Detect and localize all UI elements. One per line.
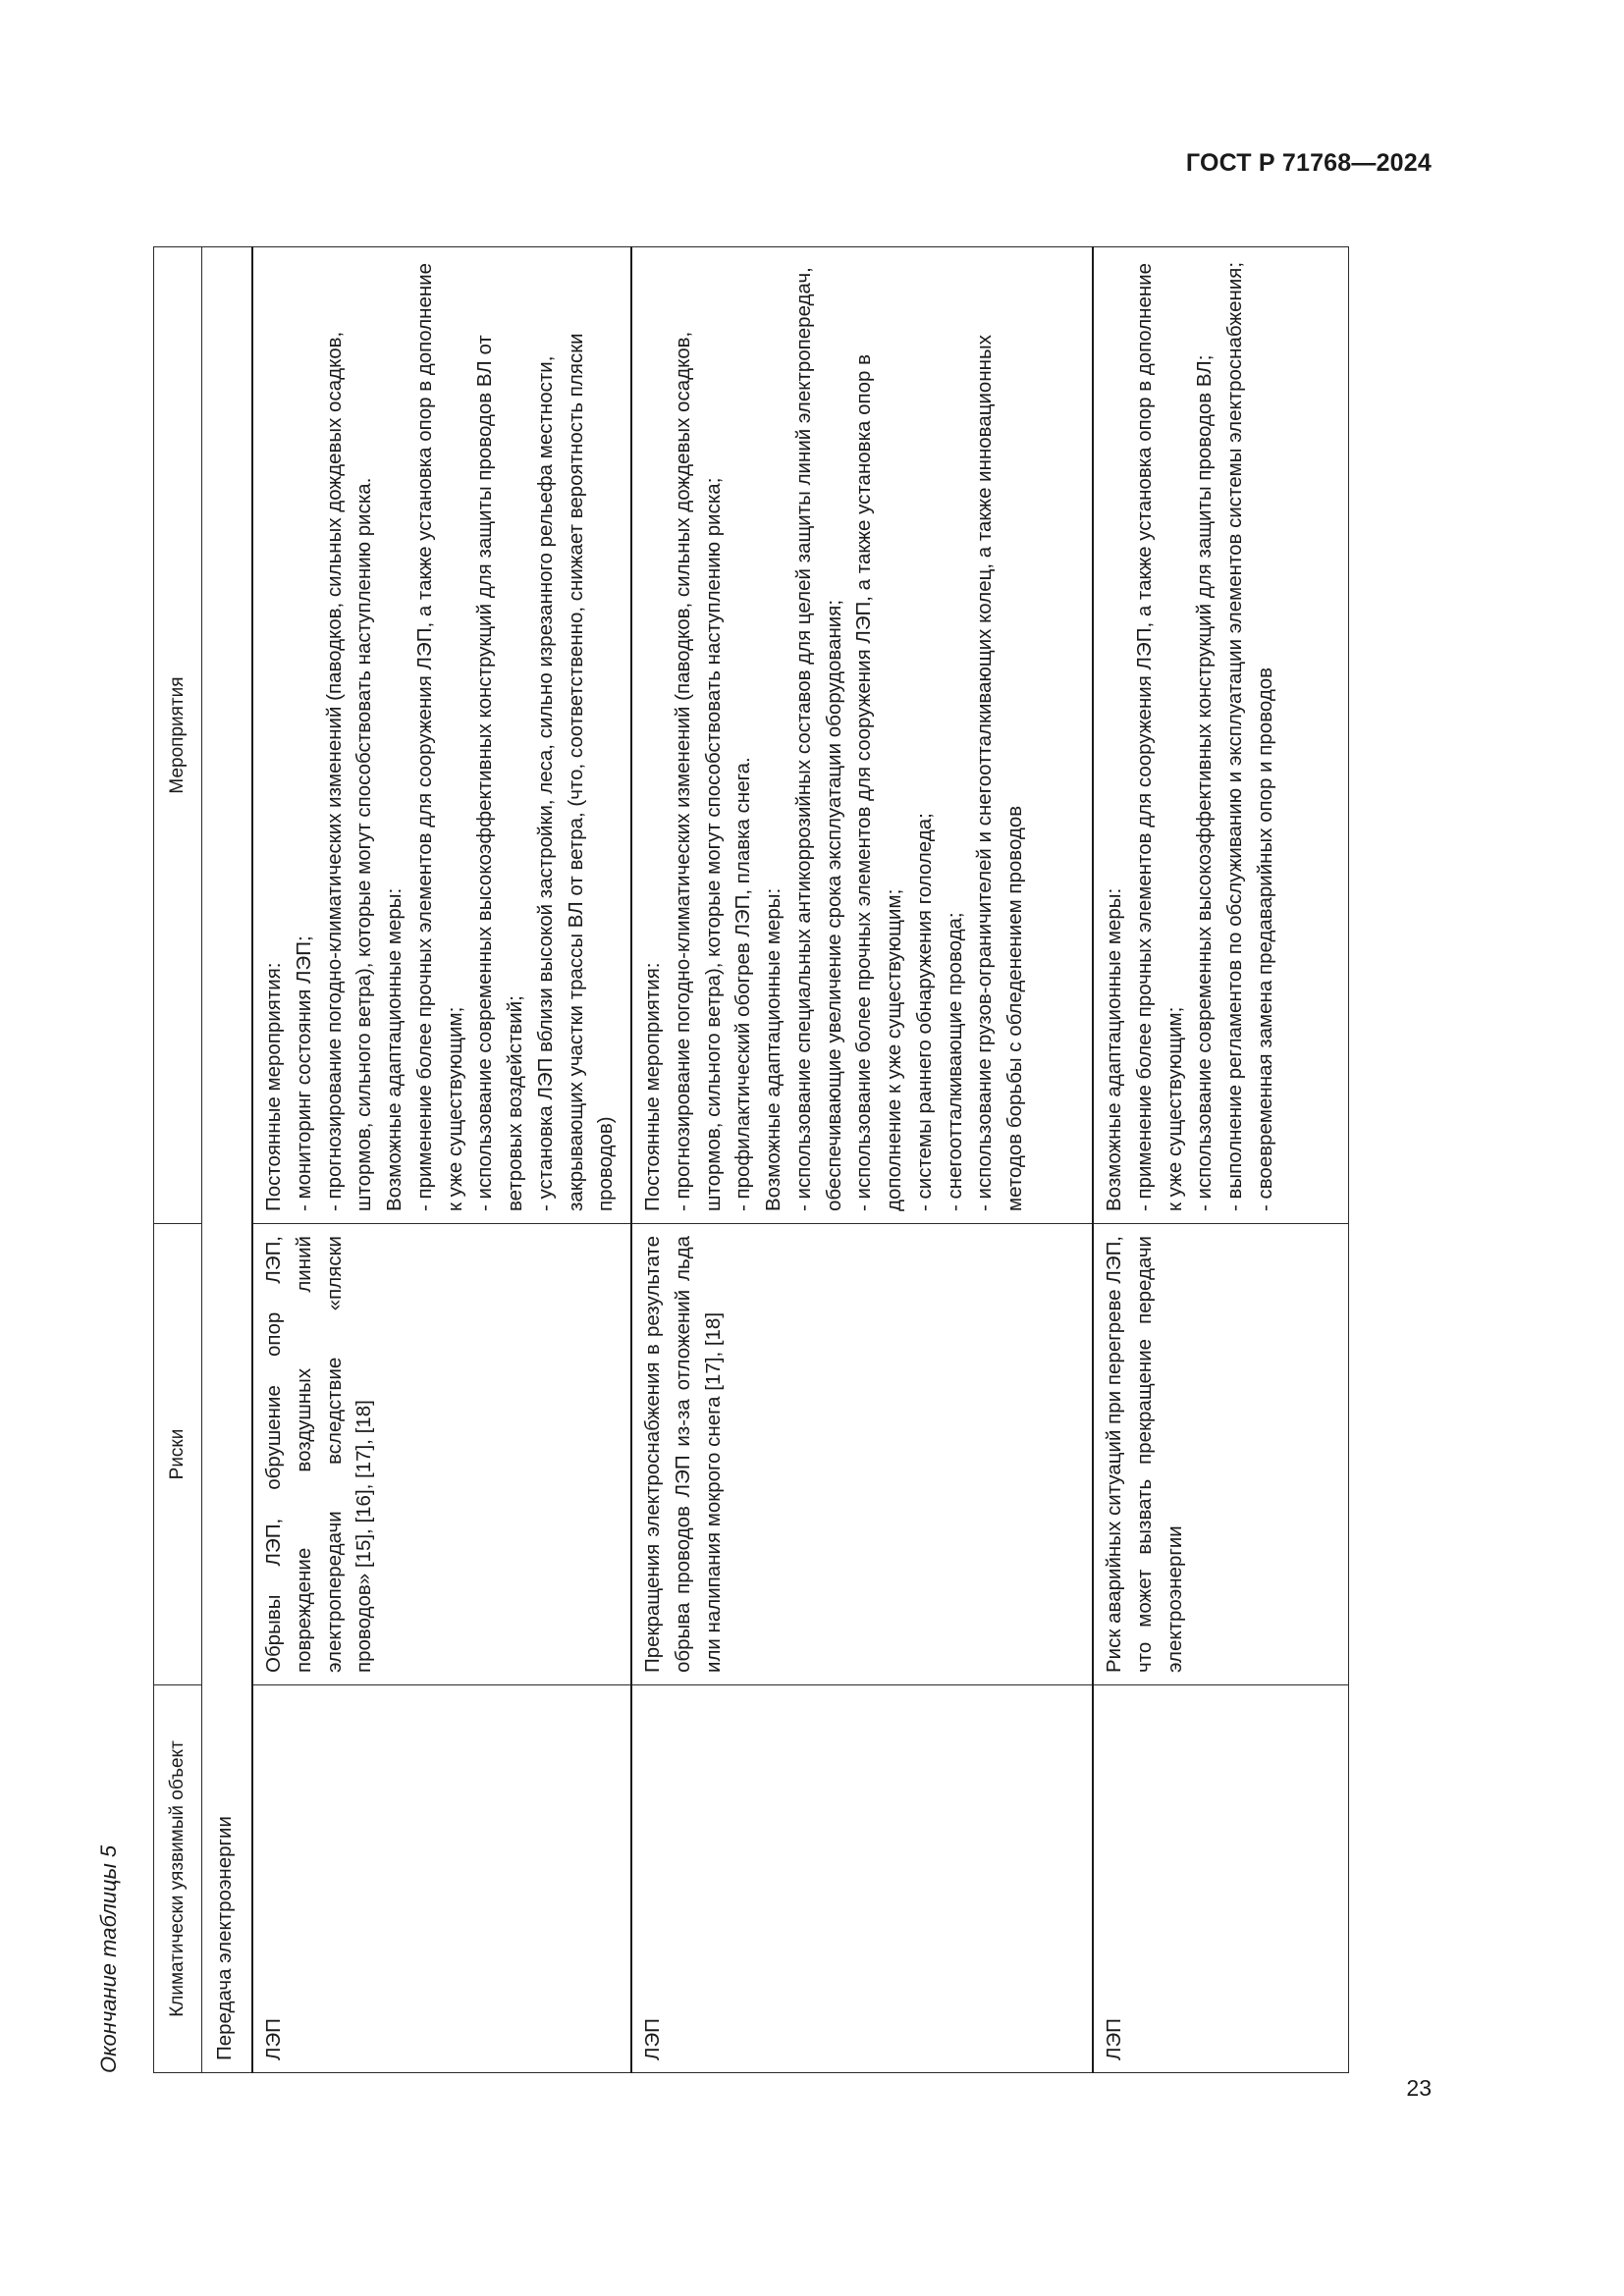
column-header-object: Климатически уязвимый объект <box>154 1685 202 2073</box>
object-cell: ЛЭП <box>631 1685 1093 2073</box>
object-cell: ЛЭП <box>1093 1685 1348 2073</box>
measure-line: Постоянные мероприятия: <box>262 962 285 1211</box>
measure-line: - профилактический обогрев ЛЭП, плавка снега. <box>731 757 755 1211</box>
table-row <box>1093 247 1348 2073</box>
measures-cell <box>1093 247 1348 1224</box>
measure-line: Возможные адаптационные меры: <box>383 887 406 1211</box>
measures-cell <box>631 247 1093 1224</box>
measure-line: - мониторинг состояния ЛЭП; <box>292 935 315 1211</box>
measure-line: - применение более прочных элементов для сооружения ЛЭП, а также установка опор в дополнение к уже существующим; <box>1132 262 1186 1211</box>
climate-risks-table <box>153 246 1349 2073</box>
section-title: Передача электроэнергии <box>202 247 253 2073</box>
measure-line: - использование грузов-ограничителей и снегоотталкивающих колец, а также инновационных методов борьбы с обледенением проводов <box>973 335 1026 1211</box>
table-header-row <box>154 247 202 2073</box>
rotated-table-area <box>96 206 1379 2073</box>
measure-line: - установка ЛЭП вблизи высокой застройки, леса, сильно изрезанного рельефа местности, закрывающих участки трассы ВЛ от ветра, (что, соответственно, снижает вероятность пляски проводов) <box>533 333 618 1211</box>
measure-line: - использование современных высокоэффективных конструкций для защиты проводов ВЛ от ветровых воздействий; <box>473 335 526 1211</box>
page-number: 23 <box>1406 2075 1432 2101</box>
table-caption: Окончание таблицы 5 <box>96 1844 121 2073</box>
measure-line: - использование более прочных элементов для сооружения ЛЭП, а также установка опор в дополнение к уже существующим; <box>852 354 905 1211</box>
measure-line: Возможные адаптационные меры: <box>1103 887 1125 1211</box>
measure-line: - применение более прочных элементов для сооружения ЛЭП, а также установка опор в дополнение к уже существующим; <box>412 262 466 1211</box>
table-row <box>631 247 1093 2073</box>
object-cell: ЛЭП <box>252 1685 631 2073</box>
section-row <box>202 247 253 2073</box>
measure-line: - прогнозирование погодно-климатических изменений (паводков, сильных дождевых осадков, штормов, сильного ветра), которые могут способствовать наступлению риска. <box>322 331 376 1211</box>
column-header-measures: Мероприятия <box>154 247 202 1224</box>
document-code: ГОСТ Р 71768—2024 <box>1185 149 1432 177</box>
measures-cell <box>252 247 631 1224</box>
measure-line: Возможные адаптационные меры: <box>762 887 785 1211</box>
risk-cell: Обрывы ЛЭП, обрушение опор ЛЭП, повреждение воздушных линий электропередачи вследствие «пляски проводов» [15], [16], [17], [18] <box>252 1224 631 1685</box>
table-row <box>252 247 631 2073</box>
measure-line: - системы раннего обнаружения гололеда; <box>912 813 936 1211</box>
measure-line: - использование современных высокоэффективных конструкций для защиты проводов ВЛ; <box>1193 354 1217 1211</box>
measure-line: - использование специальных антикоррозийных составов для целей защиты линий электропередач, обеспечивающие увеличение срока эксплуатации оборудования; <box>791 267 845 1211</box>
risk-cell: Прекращения электроснабжения в результате обрыва проводов ЛЭП из-за отложений льда или налипания мокрого снега [17], [18] <box>631 1224 1093 1685</box>
measure-line: - прогнозирование погодно-климатических изменений (паводков, сильных дождевых осадков, штормов, сильного ветра), которые могут способствовать наступлению риска; <box>671 331 725 1211</box>
risk-cell: Риск аварийных ситуаций при перегреве ЛЭП, что может вызвать прекращение передачи электроэнергии <box>1093 1224 1348 1685</box>
column-header-risks: Риски <box>154 1224 202 1685</box>
measure-line: - выполнение регламентов по обслуживанию и эксплуатации элементов системы электроснабжения; <box>1223 261 1246 1211</box>
measure-line: - снегоотталкивающие провода; <box>943 912 966 1211</box>
measure-line: - своевременная замена предаварийных опор и проводов <box>1253 667 1276 1211</box>
measure-line: Постоянные мероприятия: <box>641 962 664 1211</box>
